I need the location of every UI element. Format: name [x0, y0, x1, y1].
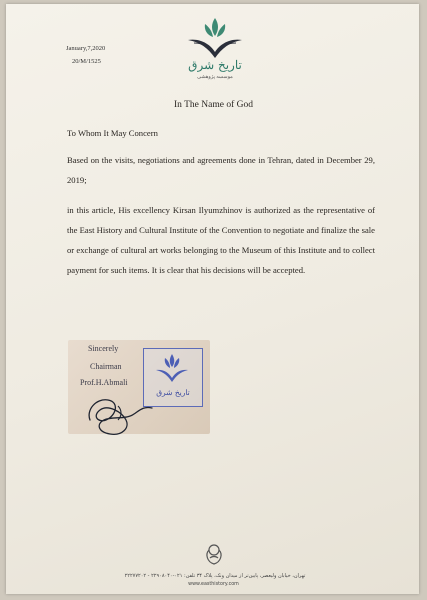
signature-role: Chairman: [90, 362, 122, 371]
handwritten-signature: [82, 390, 162, 438]
stamp-logo-icon: [152, 352, 192, 386]
stamp-text: تاریخ شرق: [156, 388, 190, 397]
letter-reference: 20/M/1525: [72, 58, 101, 65]
footer-address: تهران، خیابان ولیعصر، پایین‌تر از میدان ونک، پلاک ۳۴ تلفن: ۰۲۱-۲۲۹۰۸۰۴۰ - ۲۲۲۷۷۲۰۲: [124, 573, 306, 579]
letter-paragraph-2: in this article, His excellency Kirsan Ilyumzhinov is authorized as the representative of the East History and Cultural Institute of the Convention to negotiate and finalize the sale or exchange of cultural art works belonging to the Museum of this Institute and to collect payment for such items. It is clear that his decisions will be accepted.: [67, 205, 375, 275]
logo-subtitle: موسسه پژوهشی: [197, 75, 233, 80]
footer-emblem-icon: [199, 540, 229, 568]
letter-paper: [6, 4, 419, 594]
signature-name: Prof.H.Abmali: [80, 378, 128, 387]
logo-wordmark: تاریخ شرق: [188, 58, 242, 72]
letter-greeting: To Whom It May Concern: [67, 128, 158, 138]
letter-date: January,7,2020: [66, 45, 106, 52]
letter-paragraph-1: Based on the visits, negotiations and agreements done in Tehran, dated in December 29, 2019;: [67, 155, 375, 185]
signature-closing: Sincerely: [88, 344, 119, 353]
footer-website: www.easthistory.com: [188, 582, 239, 587]
letter-title: In The Name of God: [174, 100, 253, 110]
